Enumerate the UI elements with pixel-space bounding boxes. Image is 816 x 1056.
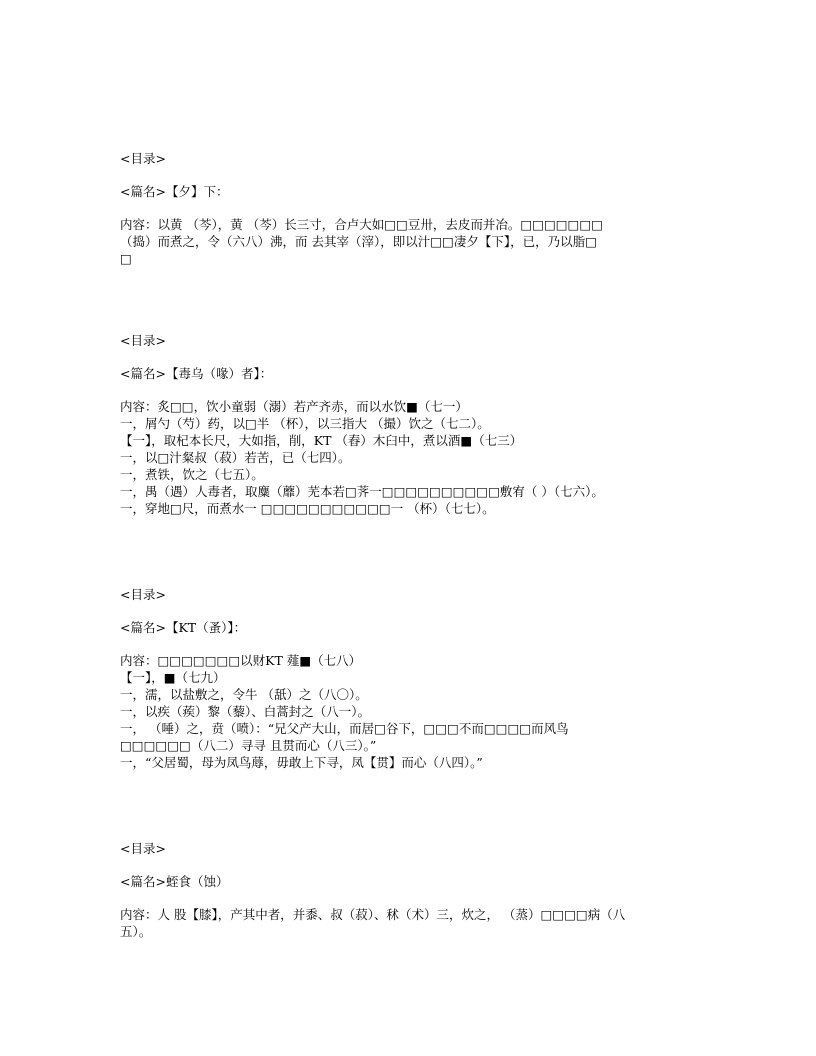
content-line: 一，煮铁，饮之（七五）。	[120, 467, 264, 482]
content-line: 【一】，■（七九）	[120, 670, 226, 685]
section-content	[120, 906, 700, 940]
section-content	[120, 652, 700, 771]
section-title: <篇名>蛭食（蚀）	[120, 874, 229, 889]
content-line: 一，“父居蜀，母为凤鸟蓐，毋敢上下寻，凤【贯】而心（八四）。”	[120, 755, 483, 770]
content-line: 内容：人 股【膝】，产其中者，并黍、叔（菽）、秫（术）三，炊之， （蒸）□□□□病（八	[120, 907, 626, 922]
section-3	[120, 586, 700, 771]
toc-label: <目录>	[120, 587, 166, 602]
content-line: 一，屑勺（芍）药，以□半 （杯），以三指大 （撮）饮之（七二）。	[120, 416, 490, 431]
section-title: <篇名>【毒乌（喙）者】：	[120, 366, 273, 381]
section-title: <篇名>【KT（蚤）】：	[120, 620, 247, 635]
toc-label: <目录>	[120, 151, 166, 166]
content-line: 内容：炙□□，饮小童弱（溺）若产齐赤，而以水饮■（七一）	[120, 399, 468, 414]
section-4	[120, 840, 700, 940]
toc-label: <目录>	[120, 333, 166, 348]
content-line: 一，以□汁粲叔（菽）若苦，已（七四）。	[120, 450, 351, 465]
section-1	[120, 150, 700, 267]
content-line: 一，以疾（蒺）黎（藜）、白蒿封之（八一）。	[120, 704, 371, 719]
toc-label: <目录>	[120, 841, 166, 856]
content-line: □□□□□□（八二）寻寻 且贯而心（八三）。”	[120, 738, 377, 753]
content-line: 一， （唾）之，贲（喷）：“兄父产大山，而居□谷下，□□□不而□□□□而风鸟	[120, 721, 569, 736]
content-line: 一，穿地□尺，而煮水一 □□□□□□□□□□□一 （杯）（七七）。	[120, 501, 495, 516]
content-line: （捣）而煮之，令（六八）沸，而 去其宰（滓），即以汁□□凄夕【下】，已，乃以脂□	[120, 234, 597, 249]
content-line: 【一】，取杞本长尺，大如指，削，KT （舂）木臼中，煮以酒■（七三）	[120, 433, 523, 448]
content-line: □	[120, 251, 132, 266]
section-2	[120, 332, 700, 517]
content-line: 内容：□□□□□□□以财KT 薤■（七八）	[120, 653, 362, 668]
content-line: 内容：以黄 （芩），黄 （芩）长三寸，合卢大如□□豆卅，去皮而并冶。□□□□□□□	[120, 217, 603, 232]
section-title: <篇名>【夕】下：	[120, 184, 229, 199]
section-content	[120, 398, 700, 517]
content-line: 一，禺（遇）人毒者，取麋（蘼）芜本若□荠一□□□□□□□□□□敷宥（ ）（七六）。	[120, 484, 604, 499]
section-content	[120, 216, 700, 267]
content-line: 五）。	[120, 924, 152, 939]
content-line: 一，濡，以盐敷之，令牛 （舐）之（八〇）。	[120, 687, 368, 702]
